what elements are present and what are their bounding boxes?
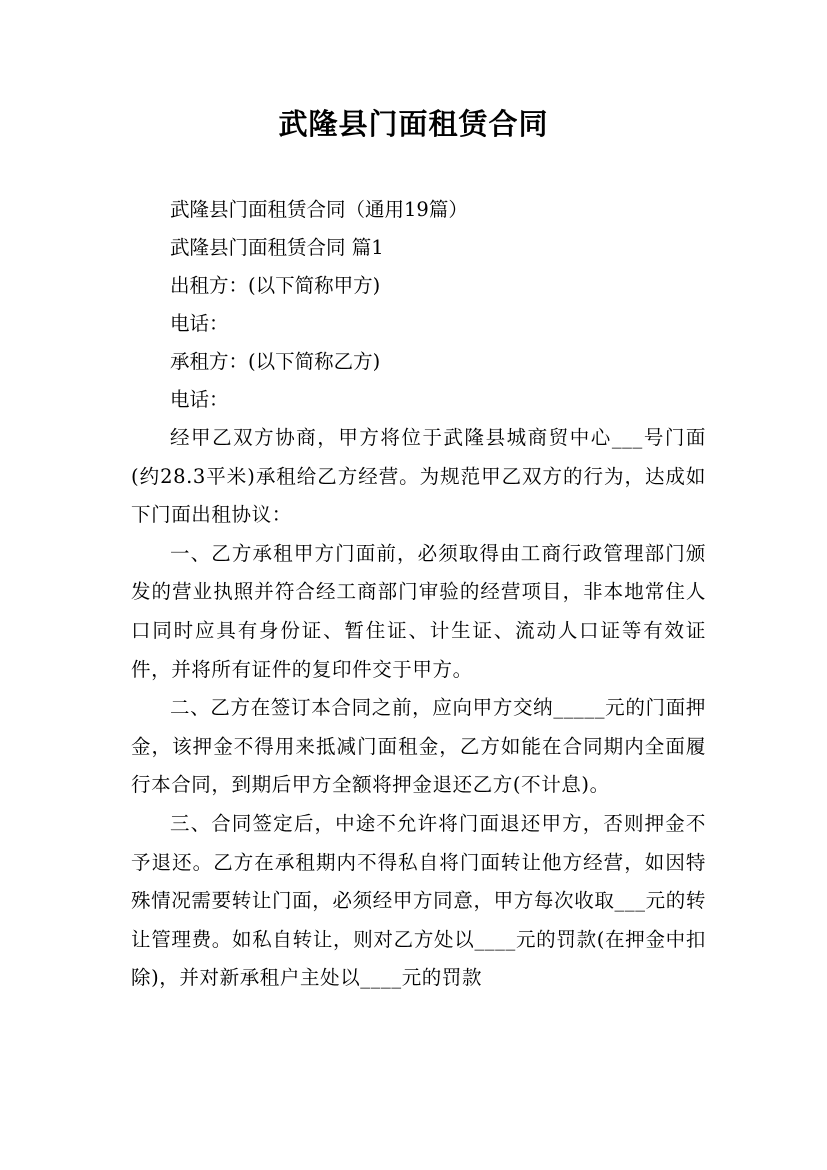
document-body — [131, 191, 706, 998]
lessor-line: 出租方：(以下简称甲方) — [170, 274, 381, 297]
paragraph-clause-3: 三、合同签定后，中途不允许将门面退还甲方，否则押金不予退还。乙方在承租期内不得私自将门面转让他方经营，如因特殊情况需要转让门面，必须经甲方同意，甲方每次收取___元的转让管理费。如私自转让，则对乙方处以____元的罚款(在押金中扣除)，并对新承租户主处以____元的罚款 — [131, 811, 706, 990]
lessor-phone-line: 电话： — [170, 312, 229, 335]
paragraph-intro: 经甲乙双方协商，甲方将位于武隆县城商贸中心___号门面(约28.3平米)承租给乙方经营。为规范甲乙双方的行为，达成如下门面出租协议： — [131, 426, 706, 527]
lessee-line: 承租方：(以下简称乙方) — [170, 350, 381, 373]
document-title: 武隆县门面租赁合同 — [278, 107, 549, 141]
subtitle-line: 武隆县门面租赁合同（通用19篇） — [170, 198, 468, 221]
section-heading: 武隆县门面租赁合同 篇1 — [170, 236, 384, 259]
lessee-phone-line: 电话： — [170, 388, 229, 411]
paragraph-clause-2: 二、乙方在签订本合同之前，应向甲方交纳_____元的门面押金，该押金不得用来抵减门面租金，乙方如能在合同期内全面履行本合同，到期后甲方全额将押金退还乙方(不计息)。 — [131, 696, 706, 797]
paragraph-clause-1: 一、乙方承租甲方门面前，必须取得由工商行政管理部门颁发的营业执照并符合经工商部门审验的经营项目，非本地常住人口同时应具有身份证、暂住证、计生证、流动人口证等有效证件，并将所有证件的复印件交于甲方。 — [131, 541, 706, 681]
